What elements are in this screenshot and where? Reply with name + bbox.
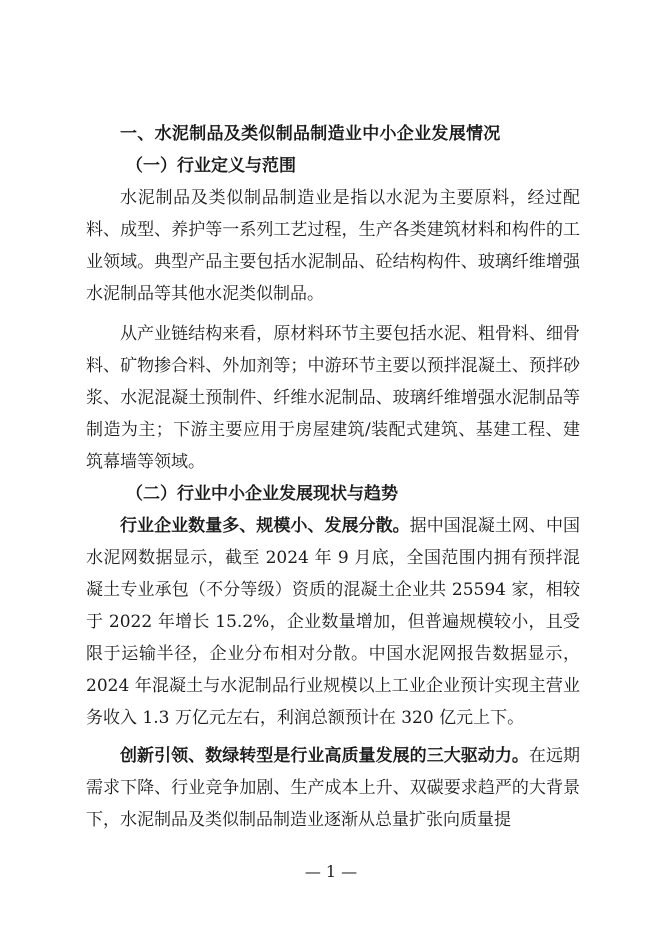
section-1-paragraph-1: 水泥制品及类似制品制造业是指以水泥为主要原料，经过配料、成型、养护等一系列工艺过程，生产各类建筑材料和构件的工业领域。典型产品主要包括水泥制品、砼结构构件、玻璃纤维增强水泥制品等其他水泥类似制品。 [86, 188, 580, 304]
section-2-paragraph-2-body: 在远期需求下降、行业竞争加剧、生产成本上升、双碳要求趋严的大背景下，水泥制品及类似制品制造业逐渐从总量扩张向质量提 [86, 746, 580, 830]
section-2-paragraph-1-body: 据中国混凝土网、中国水泥网数据显示，截至 2024 年 9 月底，全国范围内拥有预拌混凝土专业承包（不分等级）资质的混凝土企业共 25594 家，相较于 2022 年增长 15.2%，企业数量增加，但普遍规模较小，且受限于运输半径，企业分布相对分散。中国水泥网报告数据显示，2024 年混凝土与水泥制品行业规模以上工业企业预计实现主营业务收入 1.3 万亿元左右，利润总额预计在 320 亿元上下。 [86, 516, 581, 728]
document-page [86, 118, 580, 836]
page-number: — 1 — [304, 862, 358, 881]
section-1-paragraph-2: 从产业链结构来看，原材料环节主要包括水泥、粗骨料、细骨料、矿物掺合料、外加剂等；中游环节主要以预拌混凝土、预拌砂浆、水泥混凝土预制件、纤维水泥制品、玻璃纤维增强水泥制品等制造为主；下游主要应用于房屋建筑/装配式建筑、基建工程、建筑幕墙等领域。 [86, 324, 580, 472]
section-2-paragraph-2 [86, 740, 580, 836]
section-2-paragraph-1 [86, 510, 580, 734]
section-2-heading: （二）行业中小企业发展现状与趋势 [126, 484, 398, 504]
section-2-paragraph-1-lead: 行业企业数量多、规模小、发展分散。 [120, 516, 410, 536]
section-2-paragraph-2-lead: 创新引领、数绿转型是行业高质量发展的三大驱动力。 [120, 746, 529, 766]
section-1-heading: （一）行业定义与范围 [126, 156, 296, 176]
chapter-heading: 一、水泥制品及类似制品制造业中小企业发展情况 [120, 124, 501, 144]
